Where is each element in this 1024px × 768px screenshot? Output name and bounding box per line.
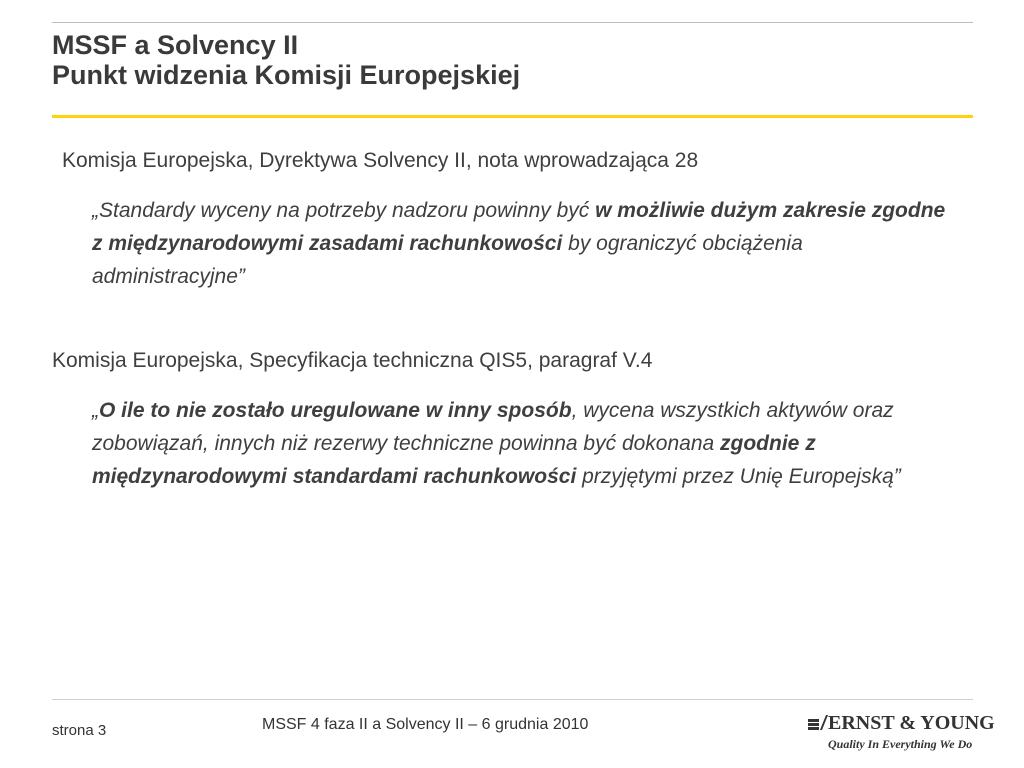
quote-2-emphasis-1: O ile to nie zostało uregulowane w inny sposób bbox=[99, 399, 572, 422]
quote-2-text-2: , wycena wszystkich aktywów oraz zobowiązań, innych niż rezerwy techniczne powinna być dokonana bbox=[92, 399, 894, 455]
logo-wordmark: ERNST & YOUNG bbox=[828, 712, 995, 734]
slide-title-line-1: MSSF a Solvency II bbox=[52, 30, 299, 60]
quote-2-text-1: „ bbox=[92, 399, 99, 422]
title-accent-divider bbox=[52, 115, 973, 118]
logo-tagline: Quality In Everything We Do bbox=[828, 737, 973, 751]
source-heading-2: Komisja Europejska, Specyfikacja techniczna QIS5, paragraf V.4 bbox=[52, 349, 653, 372]
page-number: strona 3 bbox=[52, 722, 107, 739]
ernst-young-logo bbox=[808, 708, 995, 754]
ernst-young-logo-mark-icon bbox=[808, 715, 828, 733]
quote-2-emphasis-2: zgodnie z międzynarodowymi standardami rachunkowości bbox=[92, 432, 816, 488]
slide-title-line-2: Punkt widzenia Komisji Europejskiej bbox=[52, 60, 521, 90]
quote-2-text-3: przyjętymi przez Unię Europejską” bbox=[576, 465, 901, 488]
slide-title bbox=[52, 30, 520, 90]
source-heading-1: Komisja Europejska, Dyrektywa Solvency II, nota wprowadzająca 28 bbox=[62, 149, 699, 172]
quote-block-1 bbox=[92, 194, 952, 293]
footer-caption: MSSF 4 faza II a Solvency II – 6 grudnia 2010 bbox=[262, 716, 589, 733]
quote-1-text-1: „Standardy wyceny na potrzeby nadzoru powinny być bbox=[92, 199, 596, 222]
footer-divider bbox=[52, 699, 973, 700]
top-divider bbox=[52, 22, 973, 23]
quote-block-2 bbox=[92, 394, 982, 493]
quote-1-emphasis-1: w możliwie dużym zakresie zgodne z międzynarodowymi zasadami rachunkowości bbox=[92, 199, 946, 255]
quote-1-text-2: by ograniczyć obciążenia administracyjne” bbox=[92, 232, 803, 288]
